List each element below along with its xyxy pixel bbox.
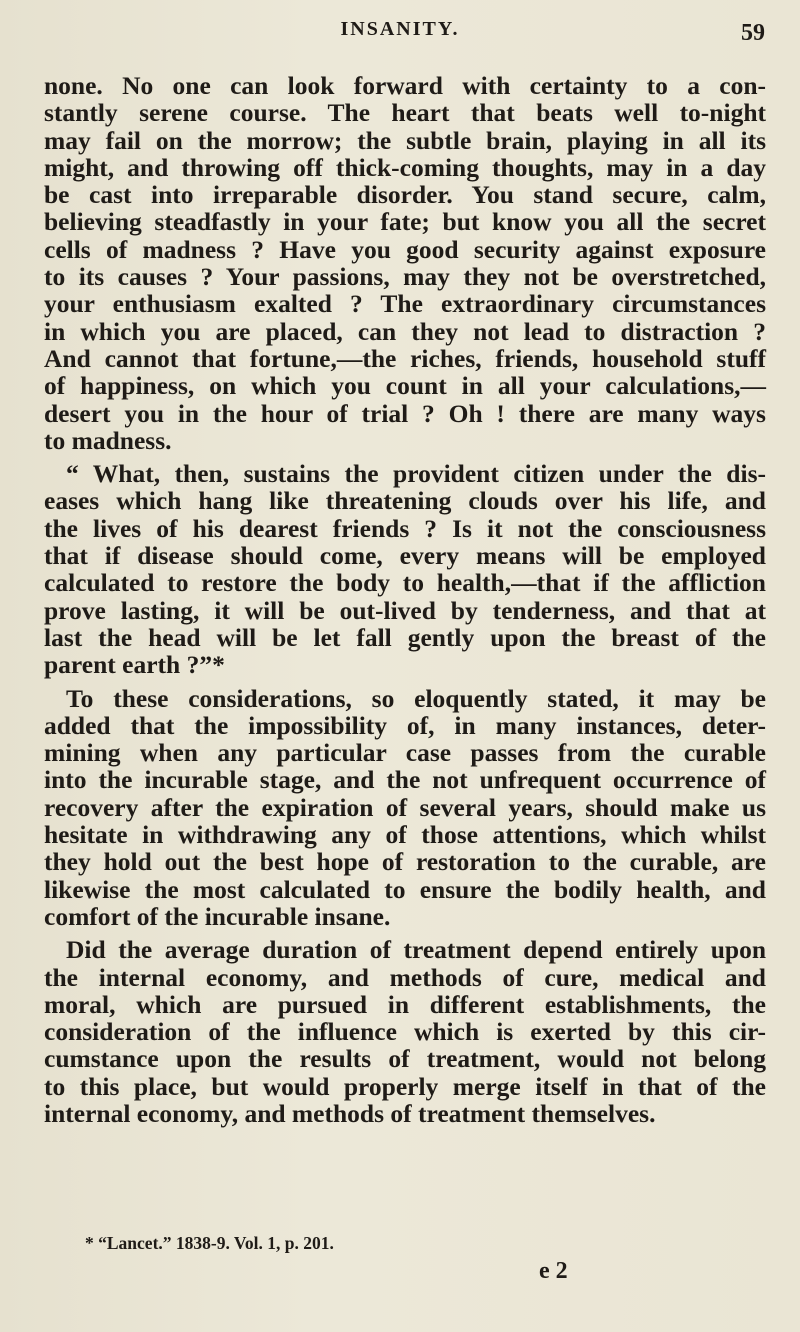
paragraph [44,460,766,678]
text-line: internal economy, and methods of treatment themselves. [44,1098,656,1128]
text-line: comfort of the incurable insane. [44,901,391,931]
text-line: eases which hang like threatening clouds over his life, and [44,486,766,516]
paragraph [44,936,766,1127]
text-line: calculated to restore the body to health,—that if the affliction [44,568,766,598]
text-line: added that the impossibility of, in many instances, deter- [44,710,766,740]
text-line: hesitate in withdrawing any of those attentions, which whilst [44,820,766,850]
text-line: your enthusiasm exalted ? The extraordinary circumstances [44,289,766,319]
text-line: likewise the most calculated to ensure the bodily health, and [44,874,766,904]
text-line: last the head will be let fall gently upon the breast of the [44,622,766,652]
text-line: to this place, but would properly merge itself in that of the [44,1071,766,1101]
text-line: cells of madness ? Have you good security against exposure [44,234,766,264]
text-line: cumstance upon the results of treatment, would not belong [44,1044,766,1074]
text-line: moral, which are pursued in different establishments, the [44,989,766,1019]
text-line: believing steadfastly in your fate; but know you all the secret [44,207,766,237]
text-line: desert you in the hour of trial ? Oh ! there are many ways [44,398,766,428]
text-line: And cannot that fortune,—the riches, friends, household stuff [44,343,766,373]
text-line: to its causes ? Your passions, may they not be overstretched, [44,262,766,292]
text-line: they hold out the best hope of restoration to the curable, are [44,847,766,877]
text-line: of happiness, on which you count in all your calculations,— [44,371,766,401]
text-line: may fail on the morrow; the subtle brain, playing in all its [44,125,766,155]
text-line: into the incurable stage, and the not unfrequent occurrence of [44,765,766,795]
text-line: stantly serene course. The heart that beats well to-night [44,98,766,128]
text-line: in which you are placed, can they not lead to distraction ? [44,316,766,346]
text-line: might, and throwing off thick-coming thoughts, may in a day [44,152,766,182]
paragraph [44,685,766,931]
text-line: To these considerations, so eloquently stated, it may be [66,683,766,713]
text-line: consideration of the influence which is exerted by this cir- [44,1017,766,1047]
running-title: INSANITY. [340,18,460,40]
running-head [0,10,800,50]
text-line: that if disease should come, every means will be employed [44,541,766,571]
body-text [44,72,766,1127]
text-line: mining when any particular case passes from the curable [44,738,766,768]
footnote: * “Lancet.” 1838-9. Vol. 1, p. 201. [85,1233,334,1253]
text-line: to madness. [44,425,172,455]
text-line: “ What, then, sustains the provident citizen under the dis- [66,459,766,489]
text-line: the lives of his dearest friends ? Is it not the consciousness [44,513,766,543]
signature-mark: e 2 [539,1258,568,1284]
text-line: parent earth ?”* [44,650,225,680]
text-line: be cast into irreparable disorder. You stand secure, calm, [44,180,766,210]
page-number: 59 [741,20,765,46]
text-line: recovery after the expiration of several years, should make us [44,792,766,822]
text-line: none. No one can look forward with certainty to a con- [44,71,766,100]
text-line: prove lasting, it will be out-lived by tenderness, and that at [44,595,766,625]
text-line: Did the average duration of treatment depend entirely upon [66,935,766,965]
text-line: the internal economy, and methods of cure, medical and [44,962,766,992]
paragraph [44,72,766,454]
